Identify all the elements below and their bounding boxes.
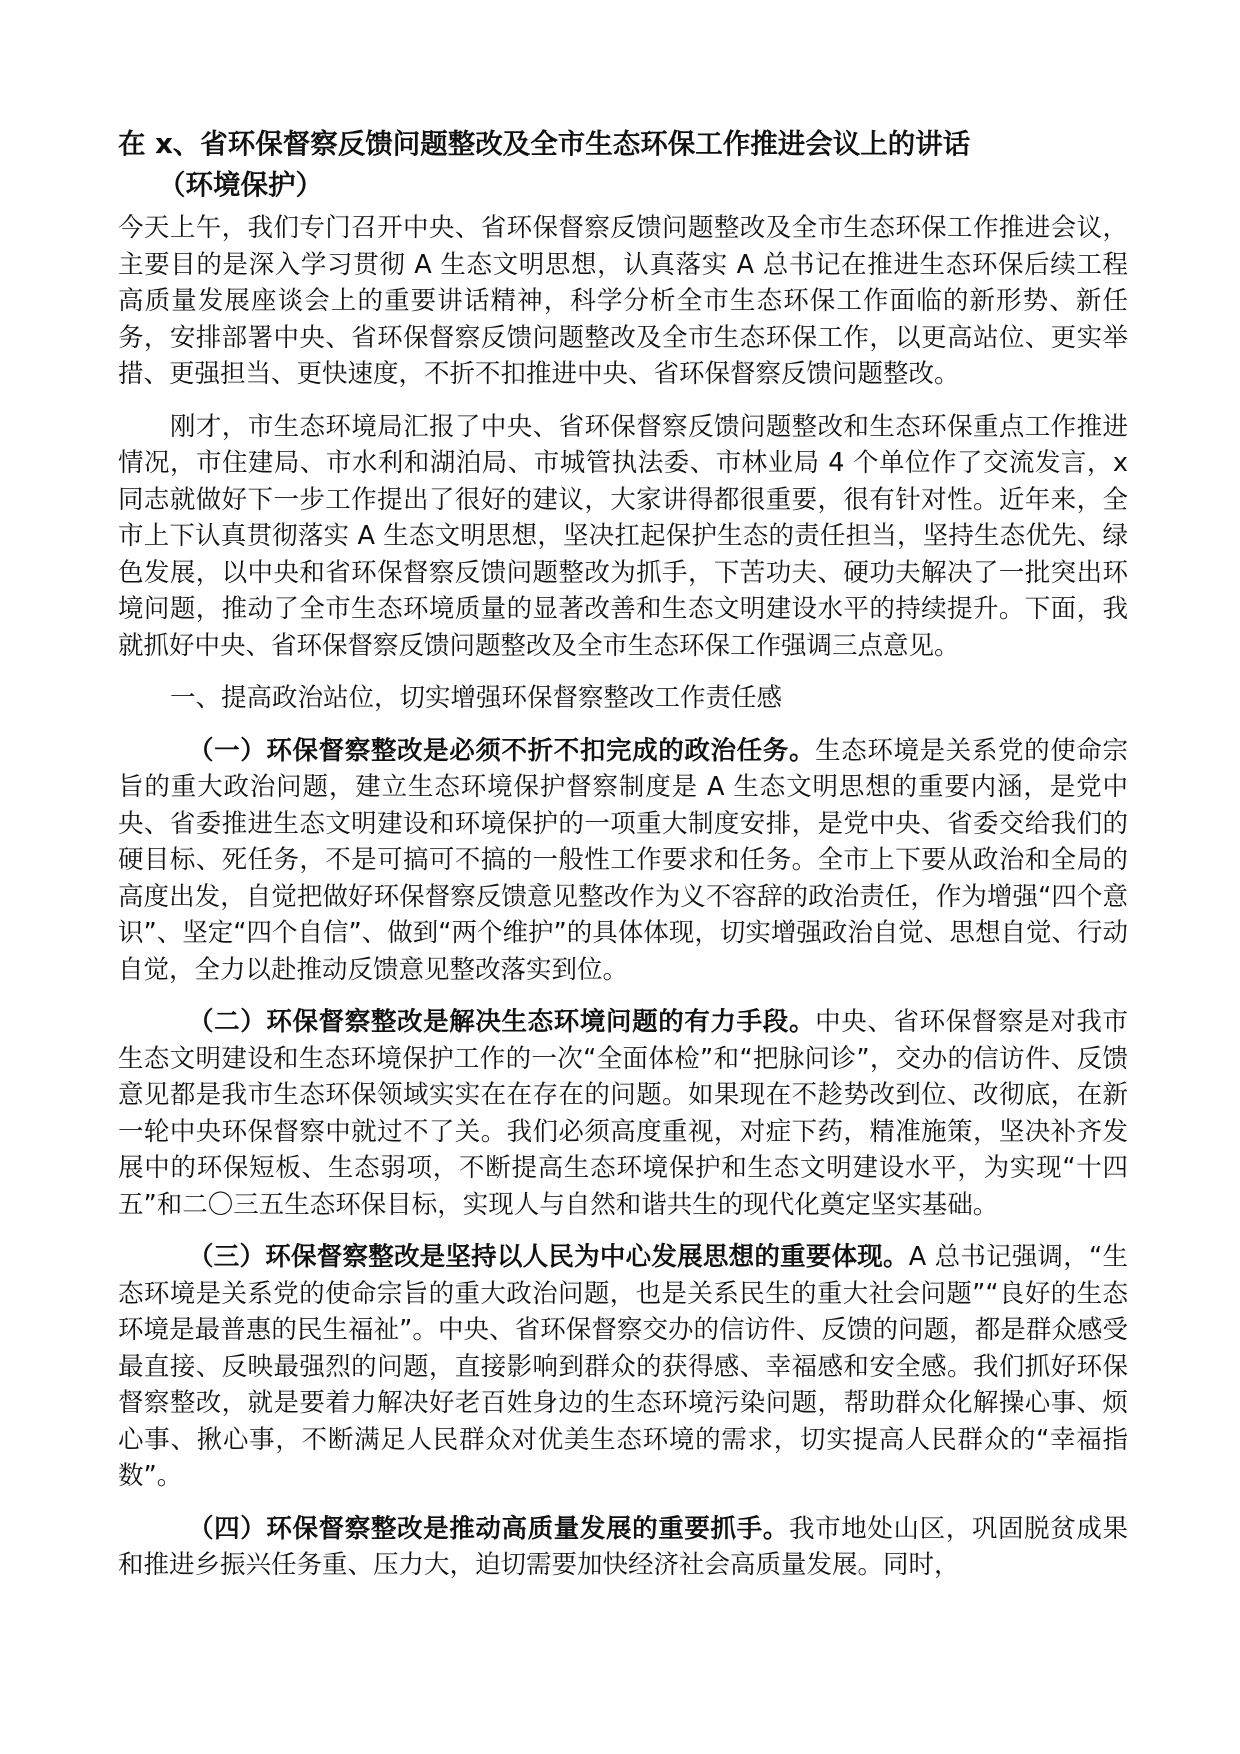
item-3-body: A 总书记强调，“生态环境是关系党的使命宗旨的重大政治问题，也是关系民生的重大社会问题”“良好的生态环境是最普惠的民生福祉”。中央、省环保督察交办的信访件、反馈的问题，都是群众感受最直接、反映最强烈的问题，直接影响到群众的获得感、幸福感和安全感。我们抓好环保督察整改，就是要着力解决好老百姓身边的生态环境污染问题，帮助群众化解操心事、烦心事、揪心事，不断满足人民群众对优美生态环境的需求，切实提高人民群众的“幸福指数”。 [118, 1242, 1128, 1491]
item-3-paragraph [118, 1239, 1128, 1495]
item-2-lead: （二）环保督察整改是解决生态环境问题的有力手段。 [188, 1007, 816, 1037]
item-3-lead: （三）环保督察整改是坚持以人民为中心发展思想的重要体现。 [188, 1242, 909, 1272]
item-4-paragraph [118, 1511, 1128, 1584]
paragraph-2: 刚才，市生态环境局汇报了中央、省环保督察反馈问题整改和生态环保重点工作推进情况，市住建局、市水利和湖泊局、市城管执法委、市林业局 4 个单位作了交流发言，x 同志就做好下一步工作提出了很好的建议，大家讲得都很重要，很有针对性。近年来，全市上下认真贯彻落实 A 生态文明思想，坚决扛起保护生态的责任担当，坚持生态优先、绿色发展，以中央和省环保督察反馈问题整改为抓手，下苦功夫、硬功夫解决了一批突出环境问题，推动了全市生态环境质量的显著改善和生态文明建设水平的持续提升。下面，我就抓好中央、省环保督察反馈问题整改及全市生态环保工作强调三点意见。 [118, 411, 1128, 661]
document-title [118, 124, 1128, 206]
item-2-body: 中央、省环保督察是对我市生态文明建设和生态环境保护工作的一次“全面体检”和“把脉问诊”，交办的信访件、反馈意见都是我市生态环保领域实实在在存在的问题。如果现在不趁势改到位、改彻底，在新一轮中央环保督察中就过不了关。我们必须高度重视，对症下药，精准施策，坚决补齐发展中的环保短板、生态弱项，不断提高生态环境保护和生态文明建设水平，为实现“十四五”和二〇三五生态环保目标，实现人与自然和谐共生的现代化奠定坚实基础。 [118, 1007, 1128, 1220]
title-line-2: （环境保护） [158, 169, 323, 201]
item-4-lead: （四）环保督察整改是推动高质量发展的重要抓手。 [188, 1513, 789, 1544]
item-1-paragraph [118, 733, 1128, 989]
intro-paragraph: 今天上午，我们专门召开中央、省环保督察反馈问题整改及全市生态环保工作推进会议，主要目的是深入学习贯彻 A 生态文明思想，认真落实 A 总书记在推进生态环保后续工程高质量发展座谈会上的重要讲话精神，科学分析全市生态环保工作面临的新形势、新任务，安排部署中央、省环保督察反馈问题整改及全市生态环保工作，以更高站位、更实举措、更强担当、更快速度，不折不扣推进中央、省环保督察反馈问题整改。 [118, 213, 1128, 389]
section-1-heading: 一、提高政治站位，切实增强环保督察整改工作责任感 [170, 683, 783, 713]
title-line-1: 在 x、省环保督察反馈问题整改及全市生态环保工作推进会议上的讲话 [118, 128, 971, 160]
document-page [118, 124, 1128, 1600]
item-2-paragraph [118, 1004, 1128, 1223]
item-1-lead: （一）环保督察整改是必须不折不扣完成的政治任务。 [188, 735, 816, 766]
item-1-body: 生态环境是关系党的使命宗旨的重大政治问题，建立生态环境保护督察制度是 A 生态文明思想的重要内涵，是党中央、省委推进生态文明建设和环境保护的一项重大制度安排，是党中央、省委交给我们的硬目标、死任务，不是可搞可不搞的一般性工作要求和任务。全市上下要从政治和全局的高度出发，自觉把做好环保督察反馈意见整改作为义不容辞的政治责任，作为增强“四个意识”、坚定“四个自信”、做到“两个维护”的具体体现，切实增强政治自觉、思想自觉、行动自觉，全力以赴推动反馈意见整改落实到位。 [118, 735, 1128, 985]
item-4-body: 我市地处山区，巩固脱贫成果和推进乡振兴任务重、压力大，迫切需要加快经济社会高质量发展。同时， [118, 1513, 1128, 1580]
